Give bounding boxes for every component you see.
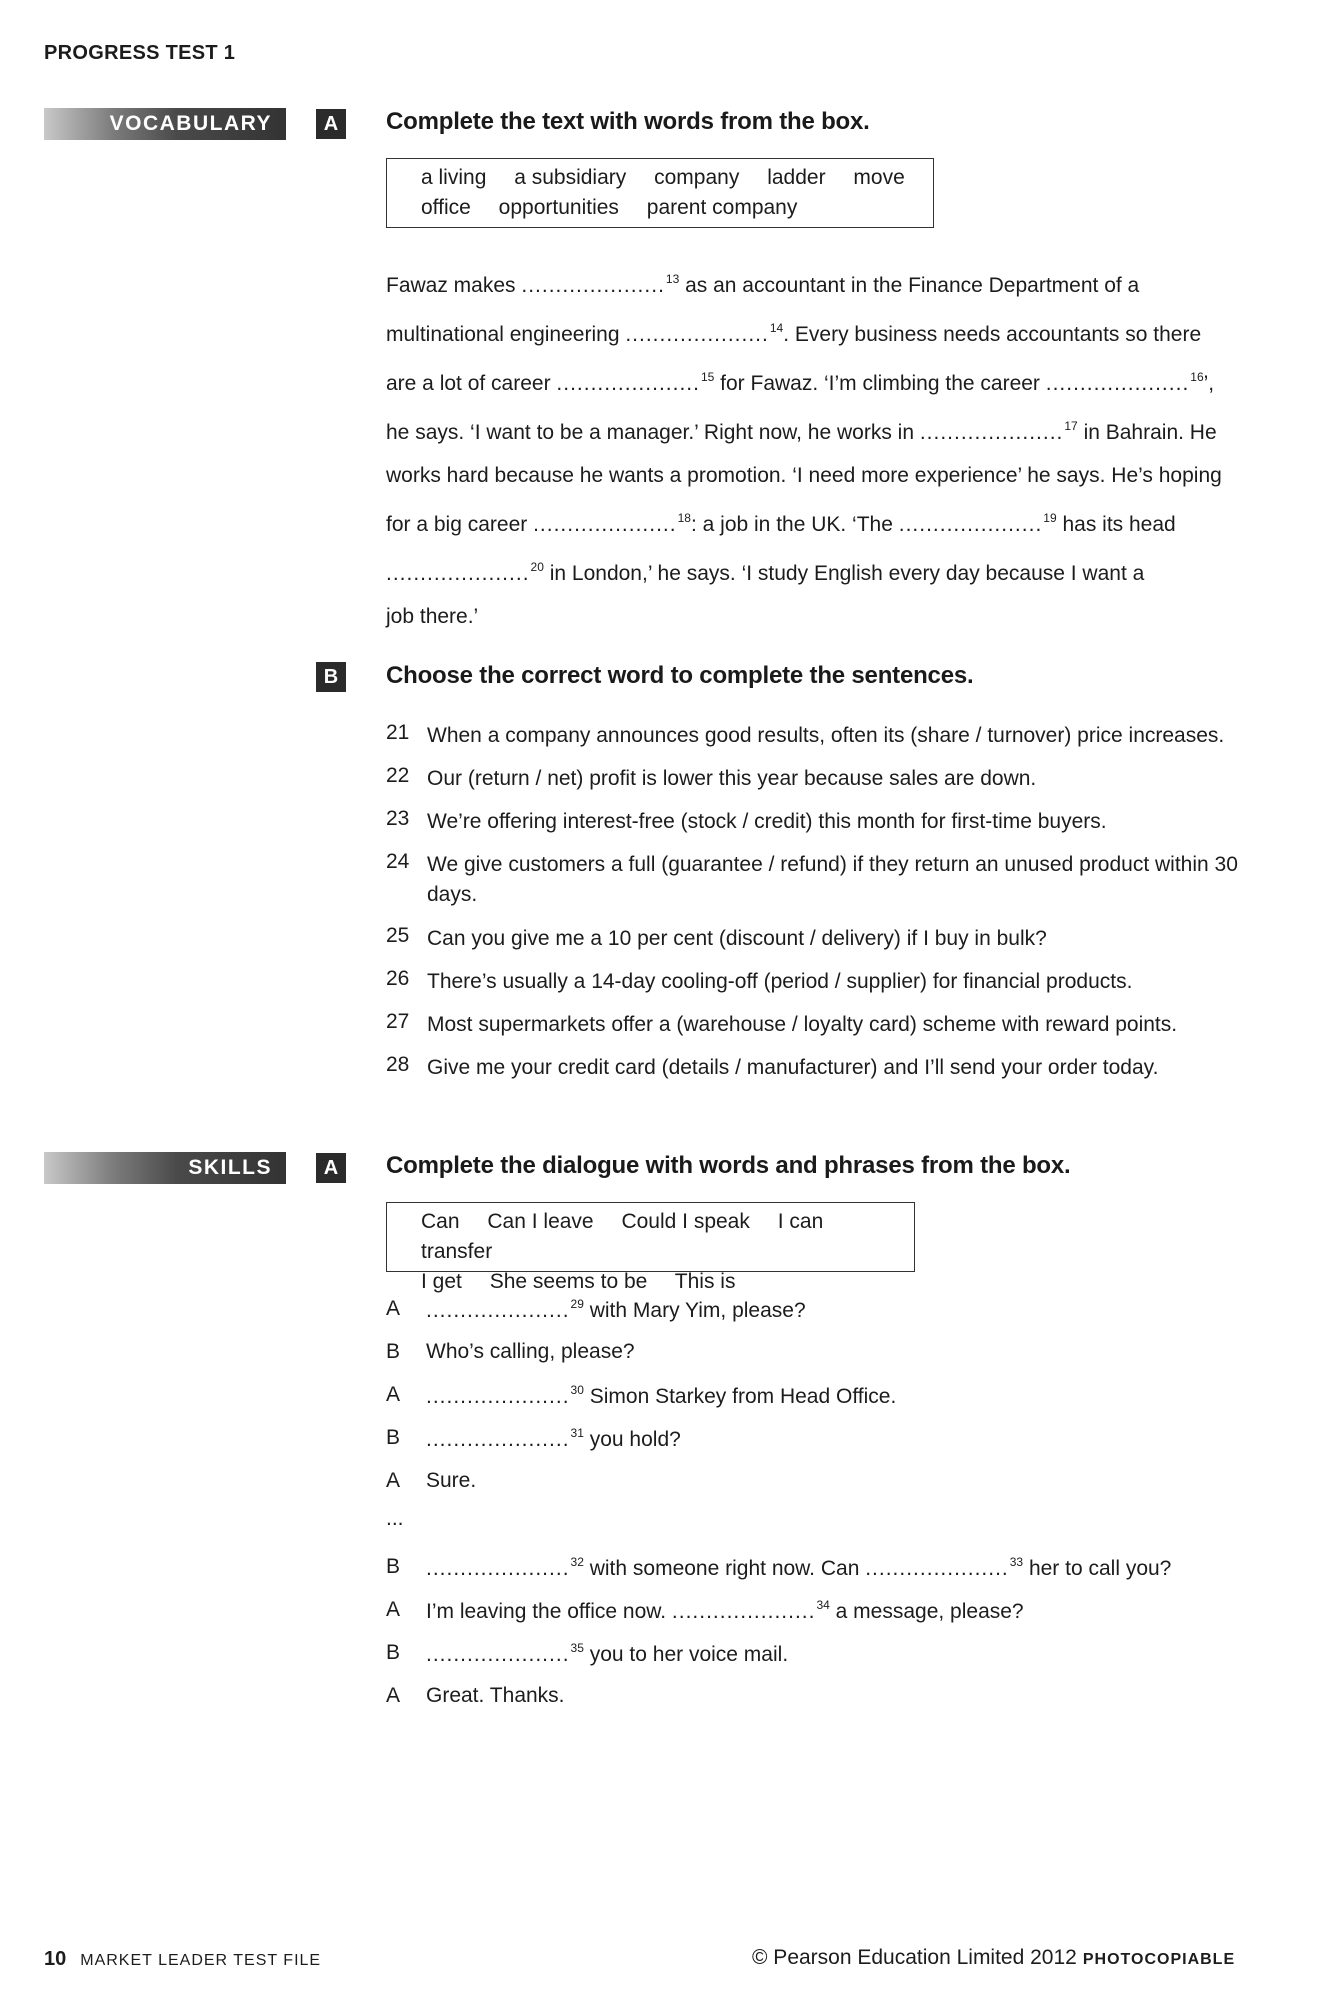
word-box-row <box>421 163 933 193</box>
word-box-item: Can <box>421 1210 460 1233</box>
answer-blank[interactable]: ..................... <box>898 513 1043 536</box>
item-text: Most supermarkets offer a (warehouse / loyalty card) scheme with reward points. <box>427 1013 1178 1036</box>
item-number: 26 <box>386 967 410 990</box>
copyright: © Pearson Education Limited 2012 <box>752 1946 1077 1969</box>
text-line: Fawaz makes .....................$^{13}$ as an accountant in the Finance Department of a <box>386 272 1140 297</box>
footer-right <box>752 1946 1235 1970</box>
gap-number: 30 <box>570 1383 584 1397</box>
text-line: multinational engineering .....................$^{14}$. Every business needs accountants so there <box>386 321 1202 346</box>
answer-blank[interactable]: ..................... <box>1045 372 1190 395</box>
speaker: B <box>386 1641 401 1664</box>
answer-blank[interactable]: ..................... <box>426 1557 570 1580</box>
gap-number: 29 <box>570 1297 584 1311</box>
gap-number: 17 <box>1064 419 1078 433</box>
speaker: A <box>386 1684 401 1707</box>
word-box-item: I can transfer <box>421 1210 824 1263</box>
word-box-item: a living <box>421 166 487 189</box>
gap-number: 32 <box>570 1555 584 1569</box>
item-text: Our (return / net) profit is lower this year because sales are down. <box>427 767 1037 790</box>
page-title: PROGRESS TEST 1 <box>44 42 236 64</box>
speaker: ... <box>386 1507 404 1530</box>
word-box-item: parent company <box>646 196 798 219</box>
word-box-item: company <box>654 166 740 189</box>
gap-number: 19 <box>1043 511 1057 525</box>
answer-blank[interactable]: ..................... <box>386 562 530 585</box>
vocab-gap-text <box>386 258 1246 638</box>
gap-number: 34 <box>816 1598 830 1612</box>
part-letter-skills-a: A <box>316 1153 346 1183</box>
text-line: .....................$^{20}$ in London,’ he says. ‘I study English every day because I want a <box>386 560 1145 585</box>
item-number: 21 <box>386 721 410 744</box>
speaker: A <box>386 1469 401 1492</box>
word-box-item: She seems to be <box>489 1270 648 1293</box>
item-number: 22 <box>386 764 410 787</box>
answer-blank[interactable]: ..................... <box>521 274 665 297</box>
answer-blank[interactable]: ..................... <box>426 1299 570 1322</box>
speaker: A <box>386 1598 401 1621</box>
answer-blank[interactable]: ..................... <box>556 372 700 395</box>
text-line: job there.’ <box>386 605 479 628</box>
word-box-row <box>421 1267 914 1297</box>
skills-word-box <box>386 1202 915 1293</box>
item-number: 28 <box>386 1053 410 1076</box>
word-box-item: move <box>853 166 905 189</box>
vocab-a-instruction: Complete the text with words from the box. <box>386 108 870 135</box>
answer-blank[interactable]: ..................... <box>625 323 769 346</box>
item-text: Can you give me a 10 per cent (discount / delivery) if I buy in bulk? <box>427 927 1047 950</box>
speaker: B <box>386 1340 401 1363</box>
part-letter-vocab-a: A <box>316 109 346 139</box>
word-box-item: a subsidiary <box>514 166 627 189</box>
speaker: A <box>386 1383 401 1406</box>
gap-number: 15 <box>700 370 715 384</box>
footer-left <box>44 1948 321 1971</box>
answer-blank[interactable]: ..................... <box>426 1643 570 1666</box>
speaker: B <box>386 1555 401 1578</box>
item-number: 25 <box>386 924 410 947</box>
word-box-item: ladder <box>767 166 826 189</box>
vocab-word-box <box>386 158 934 228</box>
text-line: are a lot of career .....................$^{15}$ for Fawaz. ‘I’m climbing the career .....................$^{16}$’, <box>386 370 1215 395</box>
skills-section-label: SKILLS <box>44 1152 286 1184</box>
text-line: for a big career .....................$^{18}$: a job in the UK. ‘The .....................$^{19}$ has its head <box>386 511 1176 536</box>
word-box-row <box>421 193 933 223</box>
book-title: MARKET LEADER TEST FILE <box>80 1952 322 1969</box>
answer-blank[interactable]: ..................... <box>426 1428 570 1451</box>
item-number: 27 <box>386 1010 410 1033</box>
word-box-item: This is <box>674 1270 736 1293</box>
gap-number: 35 <box>570 1641 584 1655</box>
gap-number: 18 <box>677 511 691 525</box>
gap-number: 31 <box>570 1426 584 1440</box>
vocabulary-section-label: VOCABULARY <box>44 108 286 140</box>
speaker: B <box>386 1426 401 1449</box>
word-box-item: office <box>421 196 471 219</box>
answer-blank[interactable]: ..................... <box>919 421 1064 444</box>
word-box-row <box>421 1207 914 1267</box>
item-text: We’re offering interest-free (stock / credit) this month for first-time buyers. <box>427 810 1107 833</box>
speaker: A <box>386 1297 401 1320</box>
item-text: When a company announces good results, often its (share / turnover) price increases. <box>427 724 1225 747</box>
gap-number: 14 <box>769 321 784 335</box>
word-box-item: opportunities <box>498 196 619 219</box>
item-text: We give customers a full (guarantee / refund) if they return an unused product within 30 days. <box>427 853 1238 906</box>
item-number: 23 <box>386 807 410 830</box>
word-box-item: Can I leave <box>487 1210 594 1233</box>
gap-number: 16 <box>1190 370 1204 384</box>
answer-blank[interactable]: ..................... <box>533 513 677 536</box>
answer-blank[interactable]: ..................... <box>671 1600 816 1623</box>
item-number: 24 <box>386 850 410 873</box>
item-text: There’s usually a 14-day cooling-off (period / supplier) for financial products. <box>427 970 1133 993</box>
text-line: works hard because he wants a promotion. ‘I need more experience’ he says. He’s hoping <box>386 464 1222 487</box>
text-line: he says. ‘I want to be a manager.’ Right now, he works in .....................$^{17}$ in Bahrain. He <box>386 419 1217 444</box>
item-text: Give me your credit card (details / manufacturer) and I’ll send your order today. <box>427 1056 1159 1079</box>
gap-number: 13 <box>665 272 680 286</box>
word-box-item: I get <box>421 1270 462 1293</box>
answer-blank[interactable]: ..................... <box>865 1557 1009 1580</box>
vocab-b-instruction: Choose the correct word to complete the sentences. <box>386 662 974 689</box>
answer-blank[interactable]: ..................... <box>426 1385 570 1408</box>
skills-a-instruction: Complete the dialogue with words and phrases from the box. <box>386 1152 1071 1179</box>
page-number: 10 <box>44 1948 67 1970</box>
photocopiable-label: PHOTOCOPIABLE <box>1082 1951 1236 1968</box>
gap-number: 33 <box>1009 1555 1024 1569</box>
part-letter-vocab-b: B <box>316 662 346 692</box>
word-box-item: Could I speak <box>621 1210 750 1233</box>
gap-number: 20 <box>530 560 544 574</box>
